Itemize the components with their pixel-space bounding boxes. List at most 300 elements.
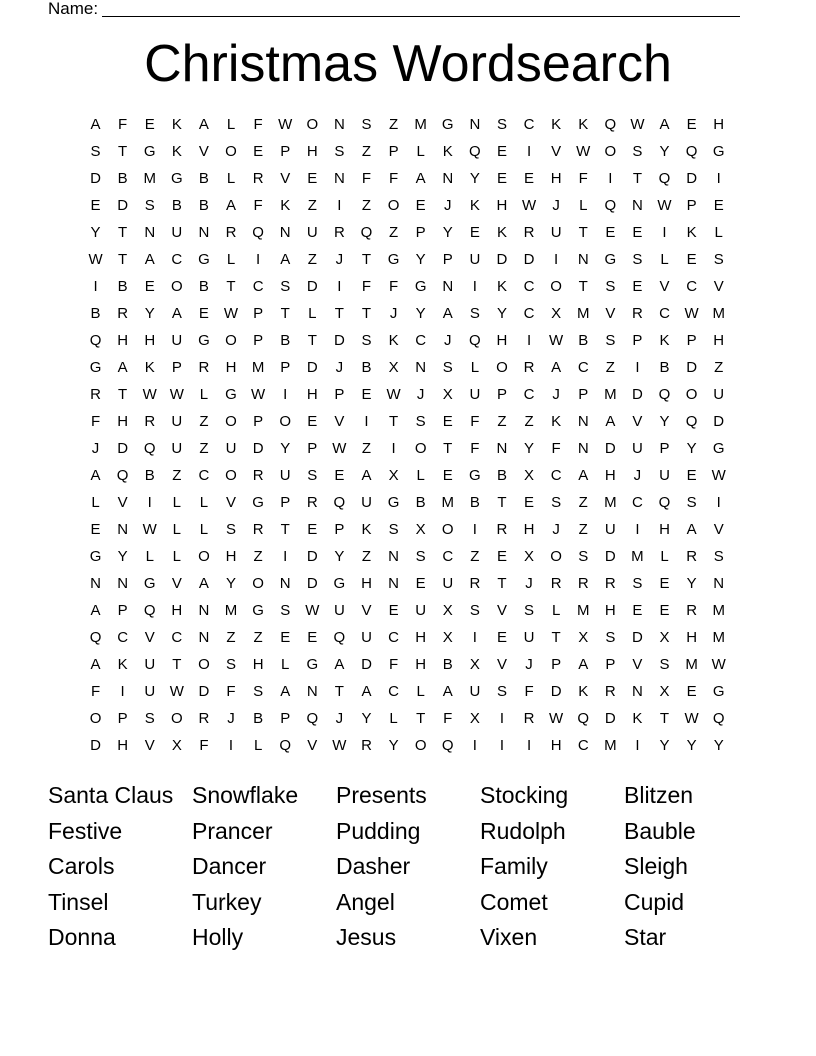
grid-letter: S [442,359,453,376]
grid-letter: S [144,197,155,214]
grid-letter: I [472,521,477,538]
grid-letter: G [387,494,400,511]
grid-letter: N [117,575,129,592]
grid-letter: K [578,683,589,700]
grid-letter: O [225,332,237,349]
grid-letter: S [632,143,643,160]
grid-letter: X [442,602,453,619]
grid-letter: J [552,521,560,538]
word-list-item: Angel [336,888,395,915]
grid-letter: U [306,224,318,241]
grid-letter: R [225,224,237,241]
grid-letter: R [144,413,156,430]
word-list-item: Vixen [480,924,538,950]
grid-letter: J [525,575,533,592]
grid-letter: O [170,278,183,295]
grid-letter: V [171,575,182,592]
grid-letter: Q [143,440,156,457]
grid-letter: T [280,521,290,538]
grid-letter: H [659,521,670,538]
grid-letter: N [388,548,399,565]
grid-letter: V [334,413,345,430]
grid-letter: N [577,413,589,430]
grid-letter: Q [333,494,346,511]
grid-letter: D [90,737,101,754]
grid-letter: H [306,143,318,160]
grid-letter: E [198,305,209,322]
grid-letter: L [389,710,398,727]
grid-letter: O [550,278,562,295]
grid-letter: O [414,737,427,754]
grid-letter: T [659,710,670,727]
grid-letter: U [144,683,156,700]
grid-letter: S [605,278,616,295]
word-list-item: Comet [480,888,548,915]
grid-letter: Q [89,629,102,646]
grid-letter: D [604,548,616,565]
grid-letter: E [632,278,643,295]
grid-letter: I [635,737,640,754]
grid-row [82,138,742,165]
grid-letter: N [632,683,643,700]
grid-letter: W [142,386,157,403]
grid-letter: C [577,359,589,376]
grid-letter: R [90,386,101,403]
grid-letter: O [198,656,210,673]
grid-letter: P [253,413,264,430]
grid-letter: Y [469,170,480,187]
grid-letter: I [635,521,640,538]
grid-letter: E [632,224,643,241]
grid-letter: L [199,521,209,538]
grid-letter: H [225,359,237,376]
page-title: Christmas Wordsearch [144,35,672,93]
grid-letter: X [171,737,182,754]
grid-letter: P [686,332,697,349]
grid-letter: R [523,224,535,241]
grid-letter: H [415,629,427,646]
grid-letter: R [577,575,589,592]
grid-letter: A [578,467,589,484]
grid-letter: H [415,656,427,673]
grid-letter: Z [226,629,236,646]
grid-letter: I [499,737,505,754]
grid-letter: Q [469,332,481,349]
grid-letter: J [633,467,642,484]
grid-letter: I [662,224,667,241]
grid-letter: E [496,629,507,646]
grid-letter: S [253,683,264,700]
grid-letter: Q [658,494,671,511]
grid-letter: D [117,197,129,214]
grid-letter: S [144,710,155,727]
grid-letter: W [332,440,347,457]
grid-letter: W [521,197,537,214]
grid-letter: C [523,305,535,322]
grid-letter: J [91,440,100,457]
grid-letter: M [604,386,617,403]
grid-letter: F [118,116,128,133]
grid-letter: F [253,197,263,214]
grid-letter: L [199,386,209,403]
grid-letter: M [414,116,427,133]
grid-letter: V [307,737,318,754]
grid-letter: Y [659,413,670,430]
grid-letter: H [604,467,616,484]
grid-letter: W [684,305,699,322]
grid-letter: A [361,683,372,700]
grid-letter: H [550,170,562,187]
grid-letter: V [659,278,670,295]
grid-letter: H [252,656,264,673]
grid-letter: E [713,197,724,214]
grid-letter: Y [388,737,399,754]
grid-row [82,246,742,273]
word-list-item: Jesus [336,924,397,950]
grid-letter: S [496,116,507,133]
grid-letter: V [551,143,562,160]
grid-letter: L [714,224,723,241]
grid-letter: G [469,467,481,484]
word-list-item: Holly [192,924,244,950]
grid-letter: R [117,305,129,322]
grid-letter: R [252,170,264,187]
word-list-item: Santa Claus [48,782,174,808]
grid-letter: Z [578,521,588,538]
grid-letter: X [551,305,562,322]
grid-letter: Q [712,710,725,727]
grid-letter: O [252,575,264,592]
grid-letter: V [361,602,372,619]
grid-row [82,624,742,651]
grid-letter: Z [172,467,182,484]
grid-letter: S [280,602,291,619]
grid-letter: L [226,116,236,133]
grid-letter: B [578,332,589,349]
grid-letter: F [443,710,453,727]
grid-letter: X [415,521,426,538]
grid-letter: H [144,332,156,349]
grid-letter: I [337,278,342,295]
grid-letter: P [280,143,291,160]
grid-letter: T [118,224,128,241]
grid-letter: E [659,575,670,592]
grid-letter: G [89,359,102,376]
grid-letter: B [117,278,128,295]
grid-letter: O [414,440,427,457]
grid-letter: F [470,440,480,457]
grid-letter: S [605,332,616,349]
grid-letter: K [632,710,643,727]
grid-letter: Y [496,305,507,322]
grid-letter: D [550,683,562,700]
grid-letter: K [171,116,182,133]
grid-letter: V [117,494,128,511]
grid-letter: D [306,359,318,376]
grid-letter: K [469,197,480,214]
grid-letter: T [118,143,128,160]
grid-letter: U [171,413,183,430]
grid-letter: T [416,710,426,727]
grid-letter: F [90,683,101,700]
grid-letter: L [551,602,561,619]
grid-letter: U [469,683,481,700]
grid-letter: S [605,629,616,646]
grid-letter: O [225,467,237,484]
grid-letter: A [361,467,372,484]
grid-letter: H [523,521,535,538]
grid-letter: X [469,656,480,673]
grid-letter: S [469,305,480,322]
grid-letter: D [632,629,643,646]
word-list-item: Family [480,853,548,879]
grid-letter: P [605,656,616,673]
grid-letter: D [252,440,264,457]
grid-letter: K [388,332,399,349]
grid-letter: Q [143,602,156,619]
grid-letter: L [579,197,588,214]
grid-letter: A [226,197,237,214]
grid-letter: Z [307,197,317,214]
grid-letter: R [496,521,508,538]
grid-letter: S [632,251,643,268]
word-list-item: Turkey [192,888,262,915]
grid-letter: B [198,170,209,187]
grid-letter: K [578,116,589,133]
grid-letter: N [388,575,399,592]
grid-letter: D [713,413,725,430]
grid-letter: Z [199,440,209,457]
grid-letter: A [442,683,453,700]
grid-letter: N [198,629,210,646]
grid-letter: R [333,224,345,241]
grid-letter: X [388,467,399,484]
grid-letter: R [469,575,481,592]
grid-letter: X [659,629,670,646]
grid-letter: P [686,197,697,214]
grid-letter: F [253,116,263,133]
grid-letter: A [90,116,101,133]
word-list-item: Prancer [192,817,273,844]
grid-letter: W [630,116,645,133]
grid-row [82,570,742,597]
grid-letter: M [604,737,617,754]
grid-letter: Z [361,548,372,565]
grid-letter: Q [252,224,264,241]
grid-letter: U [225,440,237,457]
grid-letter: Z [361,143,372,160]
grid-letter: U [361,494,372,511]
grid-letter: E [524,170,535,187]
grid-letter: U [144,656,156,673]
grid-letter: H [713,116,725,133]
grid-letter: T [497,494,507,511]
grid-letter: C [523,278,535,295]
grid-letter: V [632,413,643,430]
grid-letter: N [415,359,427,376]
grid-letter: R [632,305,643,322]
grid-letter: A [198,575,209,592]
grid-letter: J [552,197,560,214]
grid-letter: E [632,602,643,619]
grid-letter: P [253,305,264,322]
grid-letter: O [387,197,400,214]
grid-letter: S [713,251,724,268]
grid-letter: F [361,278,372,295]
grid-letter: E [307,521,318,538]
grid-letter: E [415,197,426,214]
grid-letter: T [226,278,236,295]
grid-letter: O [198,548,210,565]
grid-letter: C [117,629,129,646]
grid-letter: N [577,440,589,457]
grid-letter: C [550,467,562,484]
grid-letter: L [226,251,236,268]
grid-letter: R [198,710,210,727]
grid-letter: H [686,629,698,646]
grid-letter: T [632,170,642,187]
grid-letter: L [172,548,181,565]
grid-letter: S [469,602,480,619]
grid-letter: U [442,575,454,592]
grid-letter: G [252,494,264,511]
grid-letter: O [225,143,237,160]
grid-letter: G [333,575,346,592]
grid-letter: V [144,629,155,646]
word-list-item: Rudolph [480,817,566,844]
grid-letter: Y [90,224,101,241]
grid-letter: P [253,332,264,349]
grid-letter: W [549,332,564,349]
grid-letter: X [388,359,399,376]
grid-letter: G [441,116,454,133]
word-list-item: Sleigh [624,853,688,879]
grid-letter: K [144,359,155,376]
grid-letter: M [224,602,238,619]
grid-letter: B [496,467,507,484]
grid-letter: E [90,197,101,214]
grid-letter: E [686,467,697,484]
grid-letter: V [198,143,209,160]
grid-letter: B [442,656,453,673]
grid-letter: N [632,197,643,214]
grid-letter: X [442,629,453,646]
grid-letter: X [442,386,453,403]
grid-letter: R [523,710,535,727]
grid-letter: V [280,170,291,187]
grid-letter: D [306,548,318,565]
grid-letter: R [252,467,264,484]
grid-letter: C [388,629,399,646]
grid-letter: Q [685,143,698,160]
grid-letter: E [307,170,318,187]
grid-letter: Q [604,197,617,214]
grid-letter: E [686,116,697,133]
grid-letter: K [551,116,562,133]
grid-letter: O [604,143,617,160]
grid-letter: Y [226,575,237,592]
grid-letter: Z [388,224,399,241]
grid-row [82,678,742,705]
grid-letter: W [169,386,184,403]
grid-letter: K [496,278,507,295]
grid-letter: R [604,575,616,592]
grid-letter: Q [89,332,102,349]
grid-letter: J [389,305,398,322]
grid-letter: A [90,602,101,619]
grid-letter: T [280,305,290,322]
grid-letter: F [388,656,399,673]
grid-letter: K [442,143,453,160]
grid-letter: S [415,548,426,565]
grid-letter: J [444,197,452,214]
name-field [48,0,740,20]
grid-letter: D [686,359,698,376]
name-blank-line [102,0,740,17]
grid-letter: A [551,359,562,376]
grid-letter: N [333,116,345,133]
grid-letter: B [198,197,209,214]
grid-letter: M [576,602,590,619]
grid-letter: Q [360,224,373,241]
grid-letter: R [550,575,562,592]
grid-letter: H [117,413,129,430]
grid-letter: Y [686,440,697,457]
grid-letter: B [144,467,155,484]
grid-letter: L [660,251,669,268]
grid-letter: E [686,251,697,268]
grid-letter: I [472,737,477,754]
grid-letter: D [306,575,318,592]
grid-letter: E [280,629,291,646]
grid-letter: G [252,602,264,619]
grid-letter: P [117,602,128,619]
grid-letter: K [686,224,697,241]
grid-letter: V [713,278,724,295]
grid-letter: Q [577,710,590,727]
grid-letter: R [523,359,535,376]
grid-row [82,192,742,219]
grid-letter: E [307,413,318,430]
grid-letter: T [388,413,399,430]
word-list-item: Festive [48,817,123,844]
grid-letter: I [608,170,613,187]
grid-letter: W [251,386,266,403]
grid-letter: W [711,656,726,673]
grid-letter: U [171,224,183,241]
grid-letter: A [334,656,345,673]
grid-letter: N [198,602,210,619]
grid-letter: Y [659,143,670,160]
grid-letter: Z [470,548,480,565]
grid-letter: A [198,116,209,133]
grid-letter: L [281,656,290,673]
grid-letter: Q [441,737,454,754]
grid-letter: W [332,737,347,754]
letter-grid [82,111,742,759]
grid-letter: M [712,305,725,322]
grid-letter: I [256,251,261,268]
grid-letter: U [415,602,427,619]
grid-letter: A [415,170,426,187]
grid-letter: T [578,224,588,241]
grid-letter: F [90,413,101,430]
grid-letter: H [604,602,616,619]
grid-letter: E [361,386,372,403]
grid-letter: A [280,683,291,700]
grid-letter: P [551,656,562,673]
grid-letter: M [576,305,590,322]
